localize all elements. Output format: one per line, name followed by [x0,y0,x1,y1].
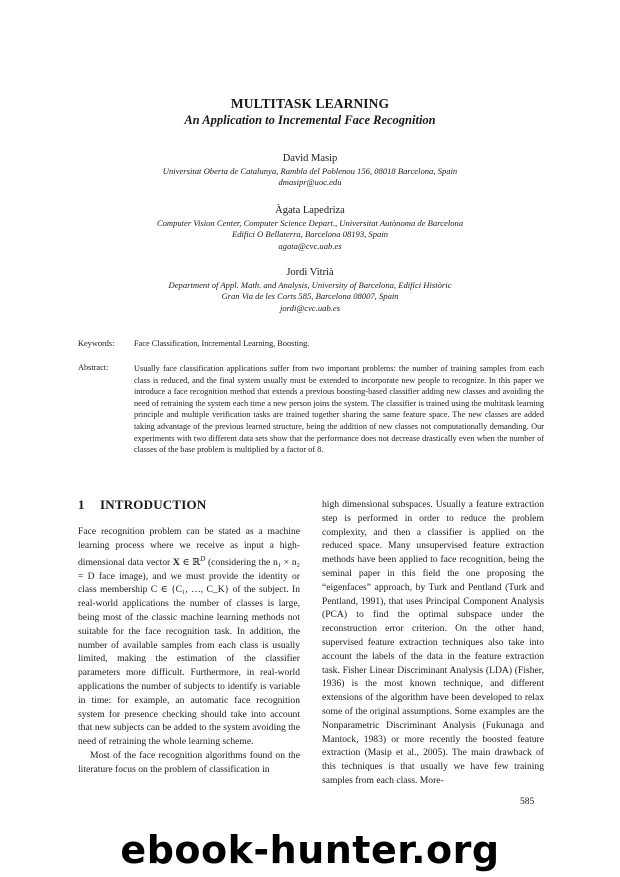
section-number: 1 [78,497,85,512]
paragraph-text: Face recognition problem can be stated as a machine learning process where we receive as input a high-dimensional data vector [78,526,300,568]
author-email: jordi@cvc.uab.es [279,302,341,313]
right-column [322,498,544,788]
left-paragraph-2: Most of the face recognition algorithms found on the literature focus on the problem of classification in [78,749,300,775]
page-number: 585 [520,797,535,807]
abstract-label: Abstract: [78,363,109,372]
author-affiliation: Universitat Oberta de Catalunya, Rambla del Poblenou 156, 08018 Barcelona, Spain [162,166,458,176]
author-name: Àgata Lapedriza [275,205,345,216]
author-name: Jordi Vitrià [286,267,334,278]
author-block-1 [0,152,620,189]
watermark-logo: ebook-hunter.org [120,828,500,872]
author-name: David Masip [282,153,338,164]
author-address: Edifici O Bellaterra, Barcelona 08193, Spain [231,229,389,240]
paragraph-text: (considering the n₁ × n₂ = D face image), and we must provide the identity or class membership C ∈ {C₁, …, C_K} of the subject. In real-world applications the number of classes is large, being most of the classic machine learning methods not suitable for the face recognition task. In addition, the number of available samples from each class is usually limited, making the estimation of the classifier parameters more difficult. Furthermore, in real-world applications the number of subjects to identify is variable in time: for example, an automatic face recognition system for presence checking should take into account that new subjects can be added to the system avoiding the need of retraining the whole learning scheme. [78,556,300,748]
left-column [78,525,300,777]
keywords-text: Face Classification, Incremental Learning, Boosting. [134,339,310,348]
author-block-3 [0,266,620,314]
author-email: dmasipr@uoc.edu [278,177,342,188]
section-title: INTRODUCTION [100,497,207,512]
left-paragraph-1 [78,525,300,749]
math-real-symbol: ∈ ℝ [179,556,201,568]
author-block-2 [0,204,620,252]
keywords-label: Keywords: [78,339,115,348]
author-email: agata@cvc.uab.es [278,240,342,251]
section-heading [78,497,206,513]
author-address: Gran Via de les Corts 585, Barcelona 08007, Spain [221,291,399,302]
abstract-text: Usually face classification applications suffer from two important problems: the number of training samples from each class is reduced, and the final system usually must be extended to incorporate new people to recognize. In this paper we introduce a face recognition method that extends a previous boosting-based classifier adding new classes and avoiding the need of retraining the system each time a new person joins the system. The classifier is trained using the multitask learning principle and multiple verification tasks are trained together sharing the same feature space. The new classes are added taking advantage of the previous learned structure, being the addition of new classes not computationally demanding. Our experiments with two different data sets show that the performance does not decrease drastically even when the number of classes of the base problem is multiplied by a factor of 8. [134,364,544,455]
paper-subtitle: An Application to Incremental Face Recognition [184,113,436,127]
paper-title: MULTITASK LEARNING [230,96,390,111]
author-affiliation: Department of Appl. Math. and Analysis, University of Barcelona, Edifici Històric [168,280,452,290]
math-bold-x: X [172,556,180,568]
right-paragraph-1: high dimensional subspaces. Usually a feature extraction step is performed in order to reduce the problem complexity, and then a classifier is applied on the reduced space. Many unsupervised feature extraction methods have been applied to face recognition, being the seminal paper in this field the one proposing the “eigenfaces” approach, by Turk and Pentland (Turk and Pentland, 1991), that uses Principal Component Analysis (PCA) to find the optimal subspace under the reconstruction error criterion. On the other hand, supervised feature extraction techniques also take into account the labels of the data in the feature extraction task. Fisher Linear Discriminant Analysis (LDA) (Fisher, 1936) is the most known technique, and different extensions of the algorithm have been developed to relax some of the original assumptions. Some examples are the Nonparametric Discriminant Analysis (Fukunaga and Mantock, 1983) or more recently the boosted feature extraction (Masip et al., 2005). The main drawback of this techniques is that usually we have few training samples from each class. More- [322,499,544,786]
math-superscript: D [200,554,206,563]
author-affiliation: Computer Vision Center, Computer Science Depart., Universitat Autònoma de Barcelona [156,218,464,228]
